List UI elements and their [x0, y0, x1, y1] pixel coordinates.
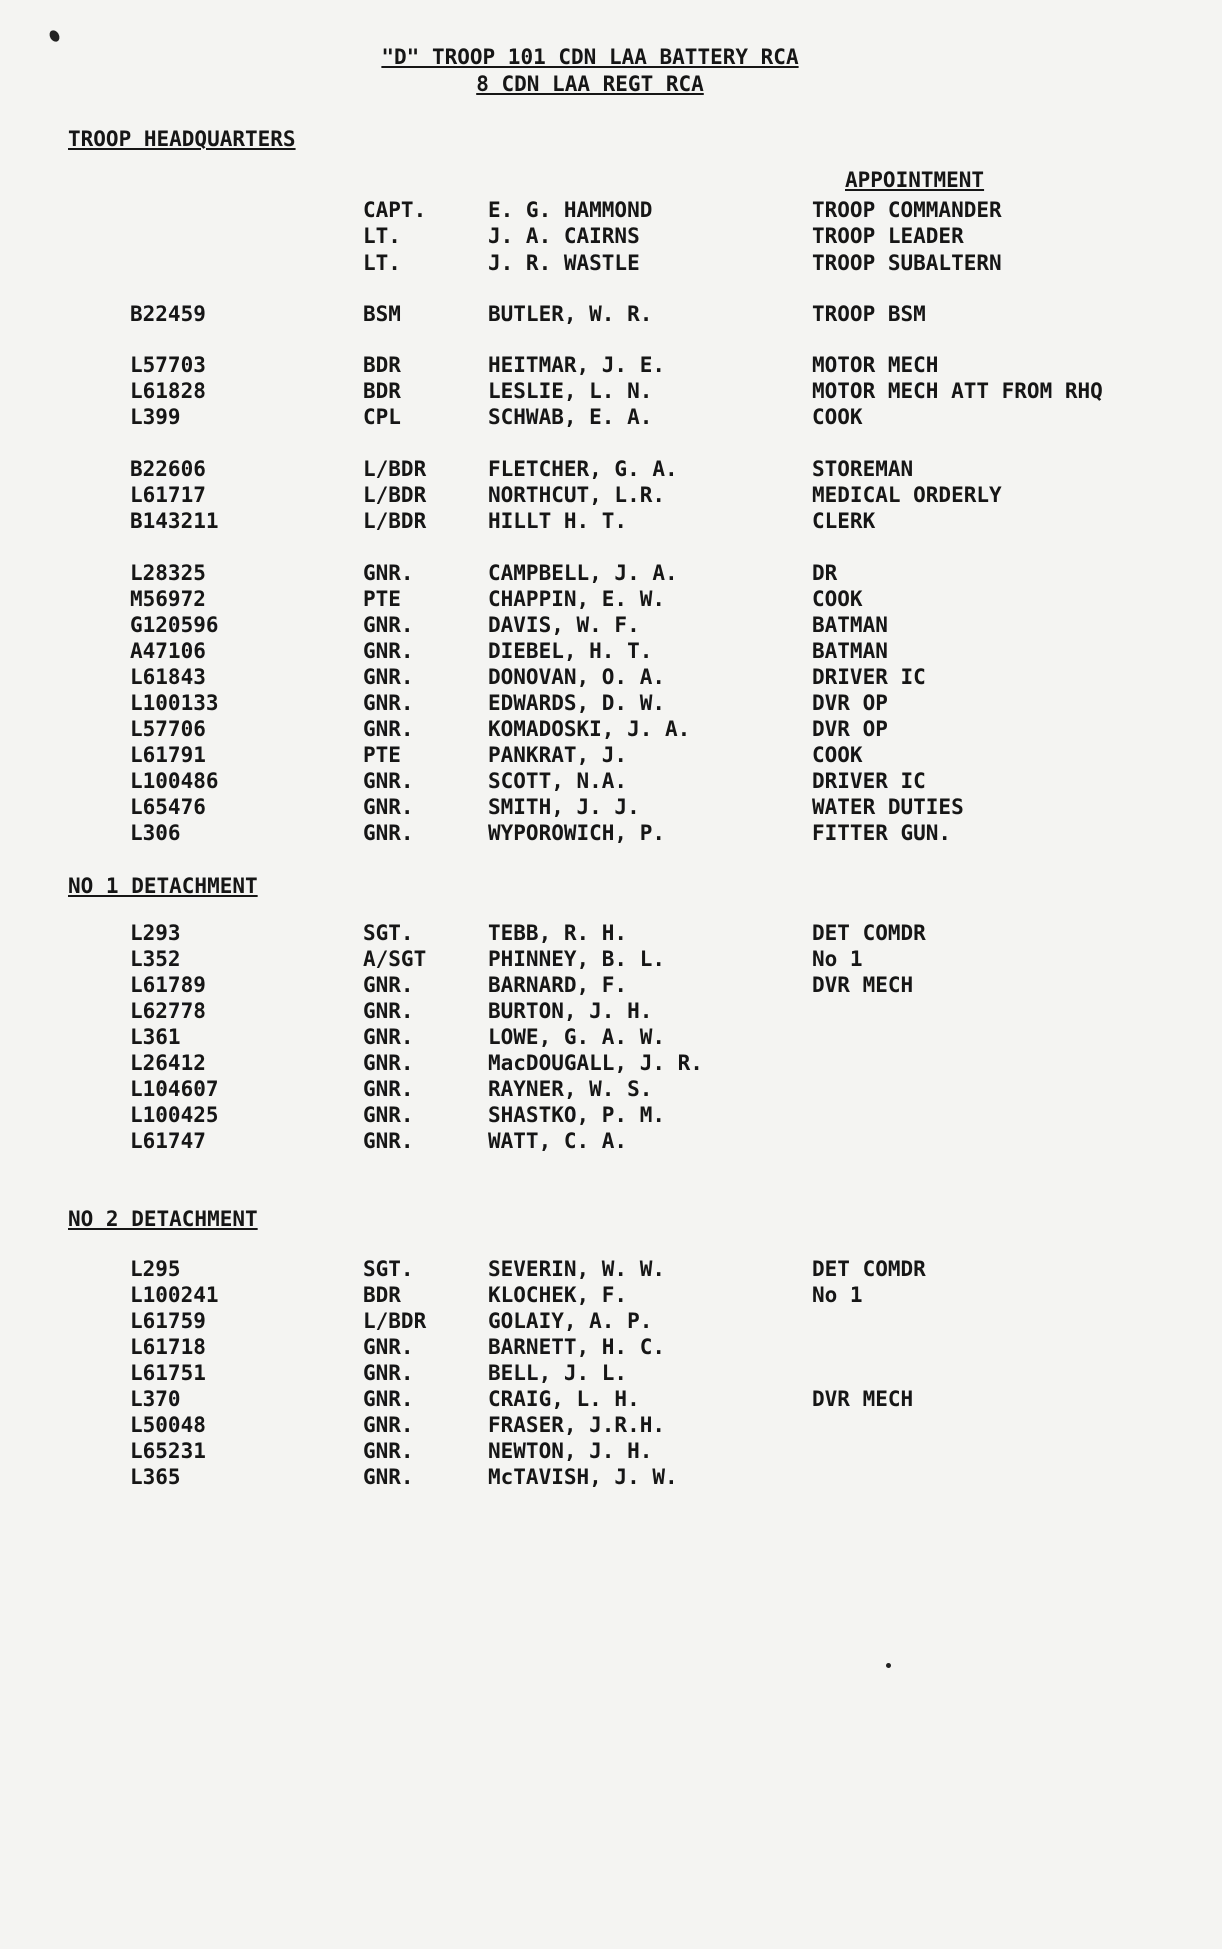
appointment: No 1	[812, 1283, 863, 1307]
service-number: L26412	[130, 1051, 206, 1075]
name: SEVERIN, W. W.	[488, 1257, 666, 1281]
name: CRAIG, L. H.	[488, 1387, 640, 1411]
rank: BDR	[363, 1283, 401, 1307]
roster-row	[0, 1051, 1222, 1077]
header-line-2: 8 CDN LAA REGT RCA	[476, 72, 704, 96]
name: BARNARD, F.	[488, 973, 628, 997]
rank: GNR.	[363, 1025, 414, 1049]
roster-row	[0, 483, 1222, 509]
roster-row	[0, 457, 1222, 483]
rank: GNR.	[363, 795, 414, 819]
name: BUTLER, W. R.	[488, 302, 653, 326]
section-title-no-2-detachment: NO 2 DETACHMENT	[68, 1207, 258, 1231]
name: SCOTT, N.A.	[488, 769, 628, 793]
service-number: B143211	[130, 509, 219, 533]
rank: GNR.	[363, 665, 414, 689]
rank: GNR.	[363, 1465, 414, 1489]
roster-row	[0, 587, 1222, 613]
appointment-column-header: APPOINTMENT	[845, 168, 985, 192]
service-number: L352	[130, 947, 181, 971]
name: PANKRAT, J.	[488, 743, 628, 767]
roster-row	[0, 1025, 1222, 1051]
name: WATT, C. A.	[488, 1129, 628, 1153]
roster-row	[0, 1335, 1222, 1361]
service-number: L65476	[130, 795, 206, 819]
name: McTAVISH, J. W.	[488, 1465, 678, 1489]
appointment: BATMAN	[812, 613, 888, 637]
service-number: G120596	[130, 613, 219, 637]
service-number: B22606	[130, 457, 206, 481]
roster-row	[0, 353, 1222, 379]
rank: GNR.	[363, 1129, 414, 1153]
service-number: M56972	[130, 587, 206, 611]
name: KLOCHEK, F.	[488, 1283, 628, 1307]
service-number: L50048	[130, 1413, 206, 1437]
service-number: L295	[130, 1257, 181, 1281]
roster-row	[0, 743, 1222, 769]
rank: L/BDR	[363, 509, 427, 533]
appointment: DRIVER IC	[812, 665, 926, 689]
rank: GNR.	[363, 999, 414, 1023]
roster-row	[0, 769, 1222, 795]
appointment: CLERK	[812, 509, 876, 533]
appointment: DET COMDR	[812, 1257, 926, 1281]
appointment: TROOP LEADER	[812, 224, 964, 248]
service-number: L62778	[130, 999, 206, 1023]
rank: GNR.	[363, 1335, 414, 1359]
rank: GNR.	[363, 1439, 414, 1463]
service-number: L61789	[130, 973, 206, 997]
name: PHINNEY, B. L.	[488, 947, 666, 971]
roster-row	[0, 821, 1222, 847]
name: HILLT H. T.	[488, 509, 628, 533]
roster-row	[0, 1439, 1222, 1465]
service-number: L28325	[130, 561, 206, 585]
rank: LT.	[363, 251, 401, 275]
name: SMITH, J. J.	[488, 795, 640, 819]
rank: SGT.	[363, 1257, 414, 1281]
roster-row	[0, 1387, 1222, 1413]
rank: CAPT.	[363, 198, 427, 222]
rank: GNR.	[363, 1413, 414, 1437]
service-number: L61759	[130, 1309, 206, 1333]
roster-row	[0, 1129, 1222, 1155]
name: CHAPPIN, E. W.	[488, 587, 666, 611]
roster-row	[0, 973, 1222, 999]
service-number: L61718	[130, 1335, 206, 1359]
name: FLETCHER, G. A.	[488, 457, 678, 481]
roster-row	[0, 379, 1222, 405]
service-number: L100241	[130, 1283, 219, 1307]
service-number: L57703	[130, 353, 206, 377]
service-number: B22459	[130, 302, 206, 326]
rank: GNR.	[363, 1103, 414, 1127]
roster-row	[0, 921, 1222, 947]
header-line-1: "D" TROOP 101 CDN LAA BATTERY RCA	[381, 45, 799, 69]
service-number: L361	[130, 1025, 181, 1049]
rank: GNR.	[363, 769, 414, 793]
rank: A/SGT	[363, 947, 427, 971]
rank: GNR.	[363, 1387, 414, 1411]
ink-dot	[886, 1663, 891, 1668]
rank: PTE	[363, 587, 401, 611]
document-header	[330, 44, 850, 98]
rank: GNR.	[363, 1361, 414, 1385]
rank: L/BDR	[363, 1309, 427, 1333]
roster-row	[0, 691, 1222, 717]
roster-row	[0, 1361, 1222, 1387]
appointment: DVR MECH	[812, 1387, 914, 1411]
appointment: BATMAN	[812, 639, 888, 663]
roster-row	[0, 224, 1222, 250]
service-number: A47106	[130, 639, 206, 663]
roster-row	[0, 561, 1222, 587]
rank: GNR.	[363, 821, 414, 845]
roster-row	[0, 1465, 1222, 1491]
service-number: L61791	[130, 743, 206, 767]
name: NORTHCUT, L.R.	[488, 483, 666, 507]
roster-row	[0, 1283, 1222, 1309]
section-title-troop-headquarters: TROOP HEADQUARTERS	[68, 127, 296, 151]
name: KOMADOSKI, J. A.	[488, 717, 691, 741]
appointment: TROOP COMMANDER	[812, 198, 1002, 222]
appointment: TROOP SUBALTERN	[812, 251, 1002, 275]
section-title-no-1-detachment: NO 1 DETACHMENT	[68, 874, 258, 898]
rank: GNR.	[363, 717, 414, 741]
service-number: L61717	[130, 483, 206, 507]
appointment: MOTOR MECH ATT FROM RHQ	[812, 379, 1103, 403]
roster-row	[0, 1103, 1222, 1129]
rank: GNR.	[363, 1051, 414, 1075]
service-number: L65231	[130, 1439, 206, 1463]
rank: BDR	[363, 353, 401, 377]
rank: L/BDR	[363, 483, 427, 507]
appointment: DVR OP	[812, 717, 888, 741]
rank: PTE	[363, 743, 401, 767]
name: MacDOUGALL, J. R.	[488, 1051, 703, 1075]
roster-row	[0, 302, 1222, 328]
roster-row	[0, 795, 1222, 821]
name: J. R. WASTLE	[488, 251, 640, 275]
name: J. A. CAIRNS	[488, 224, 640, 248]
name: FRASER, J.R.H.	[488, 1413, 666, 1437]
rank: BSM	[363, 302, 401, 326]
name: BARNETT, H. C.	[488, 1335, 666, 1359]
name: LOWE, G. A. W.	[488, 1025, 666, 1049]
name: GOLAIY, A. P.	[488, 1309, 653, 1333]
service-number: L365	[130, 1465, 181, 1489]
rank: GNR.	[363, 561, 414, 585]
appointment: DVR MECH	[812, 973, 914, 997]
roster-row	[0, 251, 1222, 277]
appointment: COOK	[812, 405, 863, 429]
appointment: MOTOR MECH	[812, 353, 939, 377]
roster-row	[0, 1309, 1222, 1335]
appointment: WATER DUTIES	[812, 795, 964, 819]
service-number: L61828	[130, 379, 206, 403]
roster-row	[0, 1077, 1222, 1103]
name: BURTON, J. H.	[488, 999, 653, 1023]
service-number: L293	[130, 921, 181, 945]
appointment: DVR OP	[812, 691, 888, 715]
appointment: COOK	[812, 587, 863, 611]
name: TEBB, R. H.	[488, 921, 628, 945]
appointment: FITTER GUN.	[812, 821, 952, 845]
service-number: L100425	[130, 1103, 219, 1127]
service-number: L399	[130, 405, 181, 429]
rank: CPL	[363, 405, 401, 429]
name: SCHWAB, E. A.	[488, 405, 653, 429]
roster-row	[0, 198, 1222, 224]
service-number: L61747	[130, 1129, 206, 1153]
appointment: TROOP BSM	[812, 302, 926, 326]
name: DIEBEL, H. T.	[488, 639, 653, 663]
appointment: STOREMAN	[812, 457, 914, 481]
name: CAMPBELL, J. A.	[488, 561, 678, 585]
roster-row	[0, 947, 1222, 973]
name: SHASTKO, P. M.	[488, 1103, 666, 1127]
roster-row	[0, 1413, 1222, 1439]
appointment: DR	[812, 561, 838, 585]
rank: GNR.	[363, 613, 414, 637]
name: WYPOROWICH, P.	[488, 821, 666, 845]
service-number: L104607	[130, 1077, 219, 1101]
name: EDWARDS, D. W.	[488, 691, 666, 715]
rank: GNR.	[363, 691, 414, 715]
name: DONOVAN, O. A.	[488, 665, 666, 689]
roster-row	[0, 509, 1222, 535]
name: LESLIE, L. N.	[488, 379, 653, 403]
name: NEWTON, J. H.	[488, 1439, 653, 1463]
name: BELL, J. L.	[488, 1361, 628, 1385]
service-number: L306	[130, 821, 181, 845]
appointment: COOK	[812, 743, 863, 767]
name: DAVIS, W. F.	[488, 613, 640, 637]
service-number: L61843	[130, 665, 206, 689]
roster-row	[0, 1257, 1222, 1283]
rank: LT.	[363, 224, 401, 248]
rank: BDR	[363, 379, 401, 403]
appointment: No 1	[812, 947, 863, 971]
roster-row	[0, 613, 1222, 639]
rank: SGT.	[363, 921, 414, 945]
service-number: L100133	[130, 691, 219, 715]
roster-row	[0, 665, 1222, 691]
service-number: L370	[130, 1387, 181, 1411]
roster-row	[0, 405, 1222, 431]
service-number: L57706	[130, 717, 206, 741]
appointment: DRIVER IC	[812, 769, 926, 793]
service-number: L100486	[130, 769, 219, 793]
roster-row	[0, 717, 1222, 743]
name: HEITMAR, J. E.	[488, 353, 666, 377]
rank: GNR.	[363, 973, 414, 997]
roster-row	[0, 999, 1222, 1025]
roster-row	[0, 639, 1222, 665]
name: E. G. HAMMOND	[488, 198, 653, 222]
rank: GNR.	[363, 1077, 414, 1101]
appointment: MEDICAL ORDERLY	[812, 483, 1002, 507]
service-number: L61751	[130, 1361, 206, 1385]
ink-mark	[48, 29, 62, 44]
rank: L/BDR	[363, 457, 427, 481]
appointment: DET COMDR	[812, 921, 926, 945]
rank: GNR.	[363, 639, 414, 663]
name: RAYNER, W. S.	[488, 1077, 653, 1101]
